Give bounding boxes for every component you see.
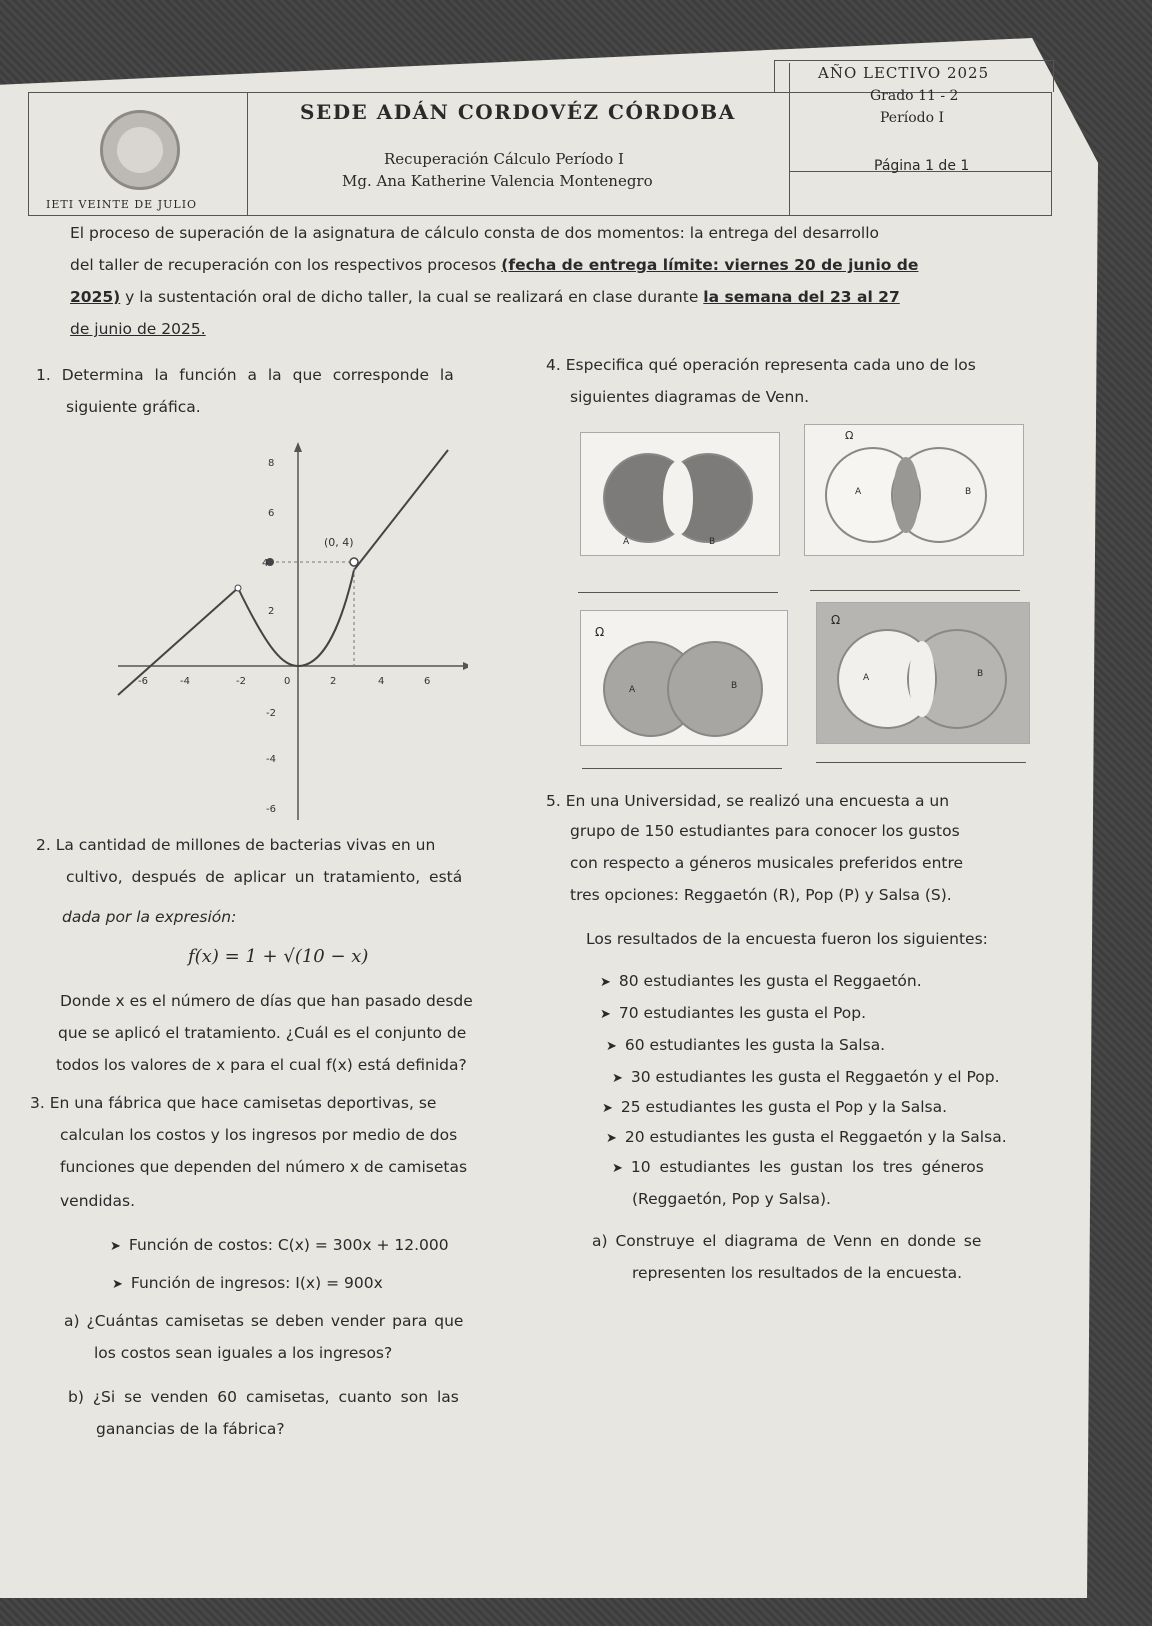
label-a: A — [629, 685, 636, 695]
survey-item — [602, 1096, 947, 1120]
bullet-arrow-icon: ➤ — [612, 1071, 623, 1086]
school-year: AÑO LECTIVO 2025 — [818, 64, 990, 82]
q2-line: dada por la expresión: — [62, 908, 237, 926]
survey-item — [612, 1066, 1000, 1090]
y-axis-arrow — [294, 442, 302, 452]
cost-function — [110, 1234, 449, 1258]
survey-item-text: 25 estudiantes les gusta el Pop y la Salsa. — [620, 1098, 948, 1116]
q3-line: calculan los costos y los ingresos por medio de dos — [60, 1126, 458, 1144]
label-b: B — [977, 669, 984, 679]
x-tick: -2 — [236, 676, 246, 687]
q5-results: Los resultados de la encuesta fueron los siguientes: — [586, 930, 988, 948]
q5-line: 5. En una Universidad, se realizó una encuesta a un — [546, 792, 950, 810]
answer-blank[interactable] — [810, 590, 1020, 591]
q2-line: todos los valores de x para el cual f(x) está definida? — [56, 1056, 467, 1074]
function-graph — [108, 440, 468, 820]
x-tick: -6 — [138, 676, 148, 687]
x-tick: 6 — [424, 676, 431, 687]
q2-line: cultivo, después de aplicar un tratamiento, está — [66, 868, 463, 886]
q5-a-line: a) Construye el diagrama de Venn en donde se — [592, 1232, 982, 1250]
q1-line: siguiente gráfica. — [66, 398, 201, 416]
q1-line: 1. Determina la función a la que corresponde la — [36, 366, 454, 384]
bullet-arrow-icon: ➤ — [602, 1101, 613, 1116]
intersection-area — [663, 461, 693, 535]
answer-blank[interactable] — [578, 592, 778, 593]
survey-item — [600, 1002, 866, 1026]
deadline-text: (fecha de entrega límite: viernes 20 de junio de — [501, 256, 919, 274]
bullet-arrow-icon: ➤ — [612, 1161, 623, 1176]
label-b: B — [965, 487, 972, 497]
intersection-area — [909, 641, 935, 717]
school-name: SEDE ADÁN CORDOVÉZ CÓRDOBA — [300, 100, 736, 124]
label-a: A — [855, 487, 862, 497]
label-b: B — [709, 537, 716, 547]
set-b-circle — [667, 641, 763, 737]
y-tick: 4 — [262, 558, 269, 569]
q3-line: funciones que dependen del número x de camisetas — [60, 1158, 468, 1176]
survey-item-text: 20 estudiantes les gusta el Reggaetón y la Salsa. — [624, 1128, 1007, 1146]
week-text: la semana del 23 al 27 — [703, 288, 900, 306]
q3-a-line: a) ¿Cuántas camisetas se deben vender para que — [64, 1312, 464, 1330]
q4-line: siguientes diagramas de Venn. — [570, 388, 810, 406]
bullet-arrow-icon: ➤ — [110, 1239, 121, 1254]
q5-a-line: representen los resultados de la encuesta. — [632, 1264, 963, 1282]
page-number: Página 1 de 1 — [874, 158, 970, 174]
school-logo-icon — [100, 110, 180, 190]
header-divider — [247, 93, 248, 215]
venn-diagram-1 — [580, 432, 780, 556]
q2-line: 2. La cantidad de millones de bacterias vivas en un — [36, 836, 436, 854]
y-tick: 2 — [268, 606, 275, 617]
survey-item-text: 70 estudiantes les gusta el Pop. — [618, 1004, 867, 1022]
period: Período I — [880, 110, 945, 126]
q3-b-line: b) ¿Si se venden 60 camisetas, cuanto son las — [68, 1388, 459, 1406]
q2-line: que se aplicó el tratamiento. ¿Cuál es el conjunto de — [58, 1024, 467, 1042]
q4-line: 4. Especifica qué operación representa cada uno de los — [546, 356, 976, 374]
intersection-area — [893, 457, 919, 533]
q3-b-line: ganancias de la fábrica? — [96, 1420, 285, 1438]
venn-diagram-2 — [804, 424, 1024, 556]
y-tick: 8 — [268, 458, 275, 469]
y-tick: -6 — [266, 804, 276, 815]
income-function — [112, 1272, 383, 1296]
answer-blank[interactable] — [816, 762, 1026, 763]
q5-line: grupo de 150 estudiantes para conocer los gustos — [570, 822, 960, 840]
omega-label: Ω — [845, 429, 854, 442]
income-function-text: Función de ingresos: I(x) = 900x — [130, 1274, 383, 1292]
grade: Grado 11 - 2 — [870, 88, 959, 104]
x-tick: 4 — [378, 676, 385, 687]
q5-line: tres opciones: Reggaetón (R), Pop (P) y Salsa (S). — [570, 886, 952, 904]
label-b: B — [731, 681, 738, 691]
q2-line: Donde x es el número de días que han pasado desde — [60, 992, 473, 1010]
x-tick: -4 — [180, 676, 190, 687]
omega-label: Ω — [831, 613, 841, 627]
bullet-arrow-icon: ➤ — [600, 975, 611, 990]
bullet-arrow-icon: ➤ — [606, 1039, 617, 1054]
survey-item-text: 30 estudiantes les gusta el Reggaetón y el Pop. — [630, 1068, 1000, 1086]
q5-line: con respecto a géneros musicales preferidos entre — [570, 854, 964, 872]
survey-item-text: 60 estudiantes les gusta la Salsa. — [624, 1036, 886, 1054]
teacher-name: Mg. Ana Katherine Valencia Montenegro — [342, 172, 653, 190]
y-tick: -2 — [266, 708, 276, 719]
right-line — [354, 450, 448, 570]
left-line — [118, 588, 238, 695]
intro-line — [70, 286, 900, 308]
point-label: (0, 4) — [324, 536, 354, 549]
survey-item — [600, 970, 922, 994]
intro-line: de junio de 2025. — [70, 320, 206, 338]
q2-formula: f(x) = 1 + √(10 − x) — [188, 946, 369, 967]
deadline-text: 2025) — [70, 288, 121, 306]
label-a: A — [623, 537, 630, 547]
y-tick: 6 — [268, 508, 275, 519]
q3-line: vendidas. — [60, 1192, 136, 1210]
x-axis-arrow — [463, 662, 468, 670]
intro-line: El proceso de superación de la asignatura de cálculo consta de dos momentos: la entrega del desarrollo — [70, 224, 880, 242]
intro-text: del taller de recuperación con los respectivos procesos — [70, 256, 502, 274]
q3-line: 3. En una fábrica que hace camisetas deportivas, se — [30, 1094, 437, 1112]
x-tick: 0 — [284, 676, 291, 687]
bullet-arrow-icon: ➤ — [606, 1131, 617, 1146]
label-a: A — [863, 673, 870, 683]
venn-diagram-3 — [580, 610, 788, 746]
answer-blank[interactable] — [582, 768, 782, 769]
open-point — [235, 585, 241, 591]
intro-text: y la sustentación oral de dicho taller, la cual se realizará en clase durante — [120, 288, 704, 306]
intro-line — [70, 254, 918, 276]
cost-function-text: Función de costos: C(x) = 300x + 12.000 — [128, 1236, 449, 1254]
omega-label: Ω — [595, 625, 605, 639]
bullet-arrow-icon: ➤ — [600, 1007, 611, 1022]
survey-item — [612, 1156, 984, 1180]
survey-item-continued: (Reggaetón, Pop y Salsa). — [632, 1190, 831, 1208]
q3-a-line: los costos sean iguales a los ingresos? — [94, 1344, 393, 1362]
survey-item-text: 10 estudiantes les gustan los tres géneros — [630, 1158, 984, 1176]
institution-name: IETI VEINTE DE JULIO — [46, 198, 198, 211]
survey-item — [606, 1034, 885, 1058]
survey-item — [606, 1126, 1007, 1150]
venn-diagram-4 — [816, 602, 1030, 744]
open-point — [350, 558, 358, 566]
subject-title: Recuperación Cálculo Período I — [384, 150, 624, 168]
bullet-arrow-icon: ➤ — [112, 1277, 123, 1292]
x-tick: 2 — [330, 676, 337, 687]
y-tick: -4 — [266, 754, 276, 765]
survey-item-text: 80 estudiantes les gusta el Reggaetón. — [618, 972, 922, 990]
parabola — [238, 570, 354, 666]
